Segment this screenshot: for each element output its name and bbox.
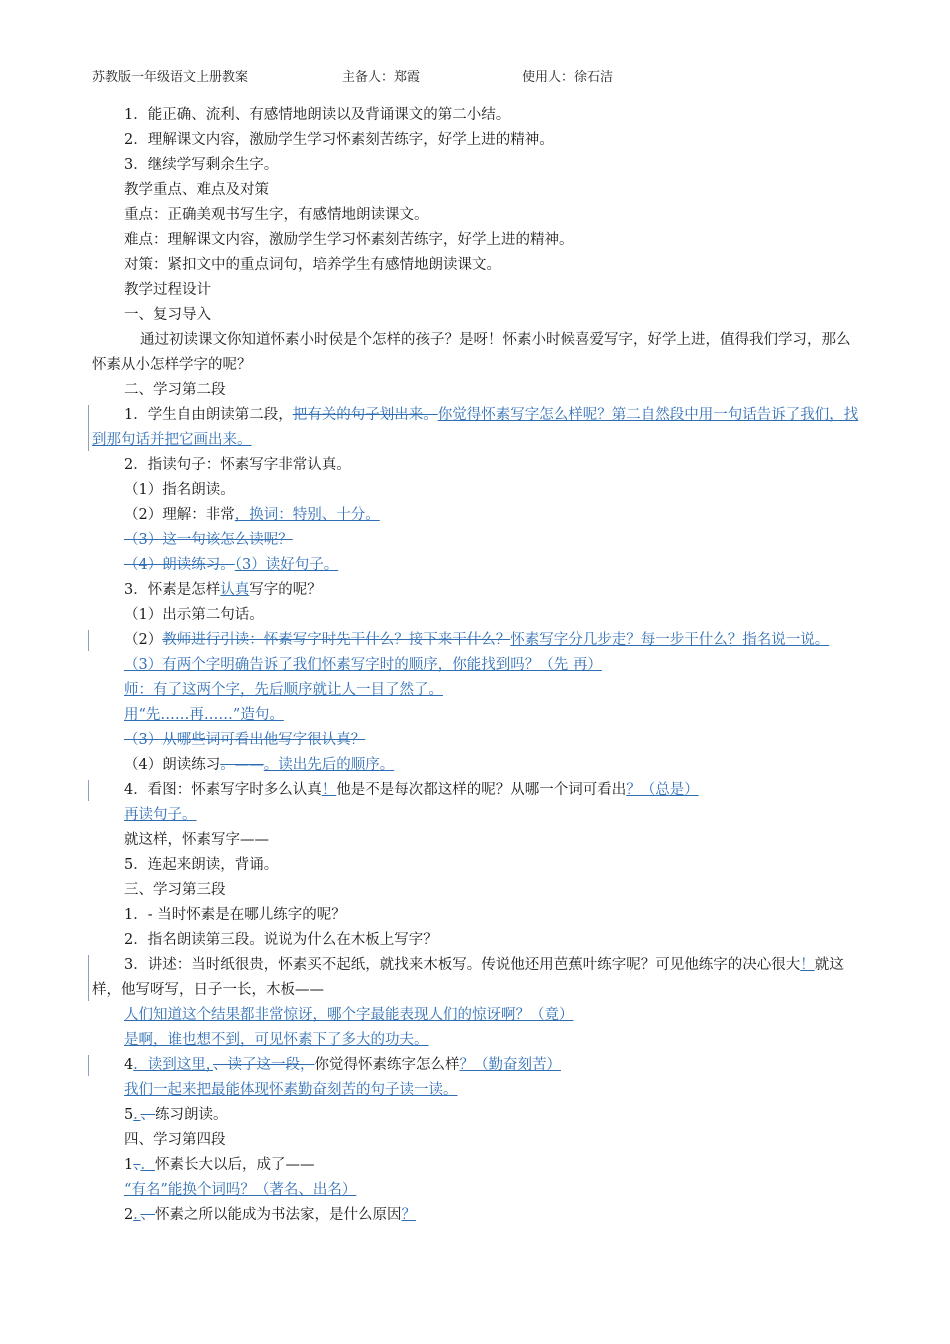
inserted-text: 用“先……再……”造句。 <box>124 707 284 723</box>
page-header <box>92 66 870 86</box>
text-run: 1．学生自由朗读第二段， <box>124 407 293 423</box>
text-run: 3．讲述：当时纸很贵，怀素买不起纸，就找来木板写。传说他还用芭蕉叶练字呢？可见他练字的决心很大 <box>124 957 801 973</box>
part-heading: 三、学习第三段 <box>124 882 226 898</box>
revised-line <box>92 528 862 553</box>
text-run: 写字的呢？ <box>249 582 322 598</box>
document-body <box>92 103 862 1228</box>
revised-line <box>92 553 862 578</box>
paragraph: 就这样，怀素写字—— <box>124 832 269 848</box>
text-run: 怀素之所以能成为书法家，是什么原因 <box>154 1207 402 1223</box>
deleted-text: （3）这一句该怎么读呢？ <box>124 532 293 548</box>
paragraph: 通过初读课文你知道怀素小时侯是个怎样的孩子？是呀！怀素小时候喜爱写字，好学上进，值得我们学习，那么怀素从小怎样学字的呢？ <box>92 332 851 373</box>
revised-paragraph <box>92 403 862 453</box>
objective-1: 1．能正确、流利、有感情地朗读以及背诵课文的第二小结。 <box>124 107 511 123</box>
inserted-text: ！ <box>321 782 337 798</box>
inserted-text: ，换词：特别、十分。 <box>234 507 380 523</box>
revised-line <box>92 778 862 803</box>
section-heading: 教学重点、难点及对策 <box>124 182 269 198</box>
text-run: 3．怀素是怎样 <box>124 582 221 598</box>
inserted-text: （3）读好句子。 <box>234 557 339 573</box>
deleted-text: 、 <box>133 1157 141 1173</box>
revised-line <box>92 1153 862 1178</box>
deleted-text: （3）从哪些词可看出他写字很认真？ <box>124 732 366 748</box>
inserted-text: ？（勤奋刻苦） <box>459 1057 561 1073</box>
text-run: （2） <box>124 632 163 648</box>
part-heading: 一、复习导入 <box>124 307 211 323</box>
text-run: 1 <box>124 1157 134 1173</box>
paragraph: 5．连起来朗读，背诵。 <box>124 857 279 873</box>
deleted-text: 、 <box>140 1107 155 1123</box>
revised-line <box>92 1078 862 1103</box>
inserted-text: 师：有了这两个字，先后顺序就让人一目了然了。 <box>124 682 443 698</box>
text-run: 4 <box>124 1057 134 1073</box>
deleted-text: 。—— <box>220 757 264 773</box>
deleted-text: 、读了这一段， <box>212 1057 315 1073</box>
objective-3: 3．继续学写剩余生字。 <box>124 157 279 173</box>
inserted-text: 我们一起来把最能体现怀素勤奋刻苦的句子读一读。 <box>124 1082 458 1098</box>
revised-line <box>92 703 862 728</box>
text-run: 就这样，他写呀写，日子一长，木板—— <box>92 957 844 998</box>
inserted-text: 认真 <box>220 582 250 598</box>
inserted-text: 。读出先后的顺序。 <box>263 757 395 773</box>
inserted-text: ． <box>140 1157 155 1173</box>
inserted-text: ？（总是） <box>626 782 699 798</box>
list-item: （1）出示第二句话。 <box>124 607 264 623</box>
inserted-text: ． <box>133 1107 141 1123</box>
revised-line <box>92 678 862 703</box>
revised-line <box>92 1053 862 1078</box>
header-author: 主备人：郑霞 <box>342 70 421 85</box>
text-run: 2 <box>124 1207 134 1223</box>
inserted-text: （3）有两个字明确告诉了我们怀素写字时的顺序，你能找到吗？（先 再） <box>124 657 602 673</box>
revised-line <box>92 653 862 678</box>
text-run: （2）理解：非常 <box>124 507 235 523</box>
objective-2: 2．理解课文内容，激励学生学习怀素刻苦练字，好学上进的精神。 <box>124 132 554 148</box>
deleted-text: 教师进行引读：怀素写字时先干什么？接下来干什么？ <box>162 632 511 648</box>
text-run: 练习朗读。 <box>154 1107 228 1123</box>
revised-line <box>92 1028 862 1053</box>
inserted-text: “有名”能换个词吗？（著名、出名） <box>124 1182 357 1198</box>
revised-line <box>92 753 862 778</box>
text-run: 你觉得怀素练字怎么样 <box>314 1057 460 1073</box>
revised-line <box>92 578 862 603</box>
text-run: 怀素长大以后，成了—— <box>154 1157 315 1173</box>
text-run: 4．看图：怀素写字时多么认真 <box>124 782 322 798</box>
part-heading: 二、学习第二段 <box>124 382 226 398</box>
text-run: 5 <box>124 1107 134 1123</box>
key-point: 重点：正确美观书写生字，有感情地朗读课文。 <box>124 207 429 223</box>
inserted-text: ！ <box>800 957 815 973</box>
strategy: 对策：紧扣文中的重点词句，培养学生有感情地朗读课文。 <box>124 257 501 273</box>
header-user: 使用人：徐石洁 <box>522 70 614 85</box>
difficult-point: 难点：理解课文内容，激励学生学习怀素刻苦练字，好学上进的精神。 <box>124 232 574 248</box>
revised-line <box>92 1178 862 1203</box>
inserted-text: ． <box>133 1207 141 1223</box>
inserted-text: 你觉得怀素写字怎么样呢？第二自然段中用一句话告诉了我们，找到那句话并把它画出来。 <box>92 407 859 448</box>
inserted-text: 怀素写字分几步走？每一步干什么？指名说一说。 <box>510 632 830 648</box>
header-course: 苏教版一年级语文上册教案 <box>92 70 249 85</box>
deleted-text: 、 <box>140 1207 155 1223</box>
inserted-text: 是啊，谁也想不到，可见怀素下了多大的功夫。 <box>124 1032 429 1048</box>
revised-line <box>92 503 862 528</box>
paragraph: 2．指名朗读第三段。说说为什么在木板上写字？ <box>124 932 438 948</box>
list-item: （1）指名朗读。 <box>124 482 235 498</box>
deleted-text: 把有关的句子划出来。 <box>292 407 438 423</box>
revised-paragraph <box>92 953 862 1003</box>
section-heading: 教学过程设计 <box>124 282 211 298</box>
text-run: 他是不是每次都这样的呢？从哪一个词可看出 <box>336 782 627 798</box>
inserted-text: 再读句子。 <box>124 807 197 823</box>
paragraph: 1．- 当时怀素是在哪儿练字的呢？ <box>124 907 346 923</box>
revised-paragraph <box>92 628 862 653</box>
part-heading: 四、学习第四段 <box>124 1132 226 1148</box>
inserted-text: ？ <box>401 1207 416 1223</box>
paragraph: 2．指读句子：怀素写字非常认真。 <box>124 457 351 473</box>
revised-line <box>92 803 862 828</box>
deleted-text: （4）朗读练习。 <box>124 557 235 573</box>
inserted-text: 人们知道这个结果都非常惊讶，哪个字最能表现人们的惊讶啊？（竟） <box>124 1007 574 1023</box>
revised-line <box>92 1103 862 1128</box>
text-run: （4）朗读练习 <box>124 757 221 773</box>
inserted-text: ．读到这里， <box>133 1057 213 1073</box>
revised-line <box>92 1203 862 1228</box>
revised-line <box>92 1003 862 1028</box>
revised-line <box>92 728 862 753</box>
